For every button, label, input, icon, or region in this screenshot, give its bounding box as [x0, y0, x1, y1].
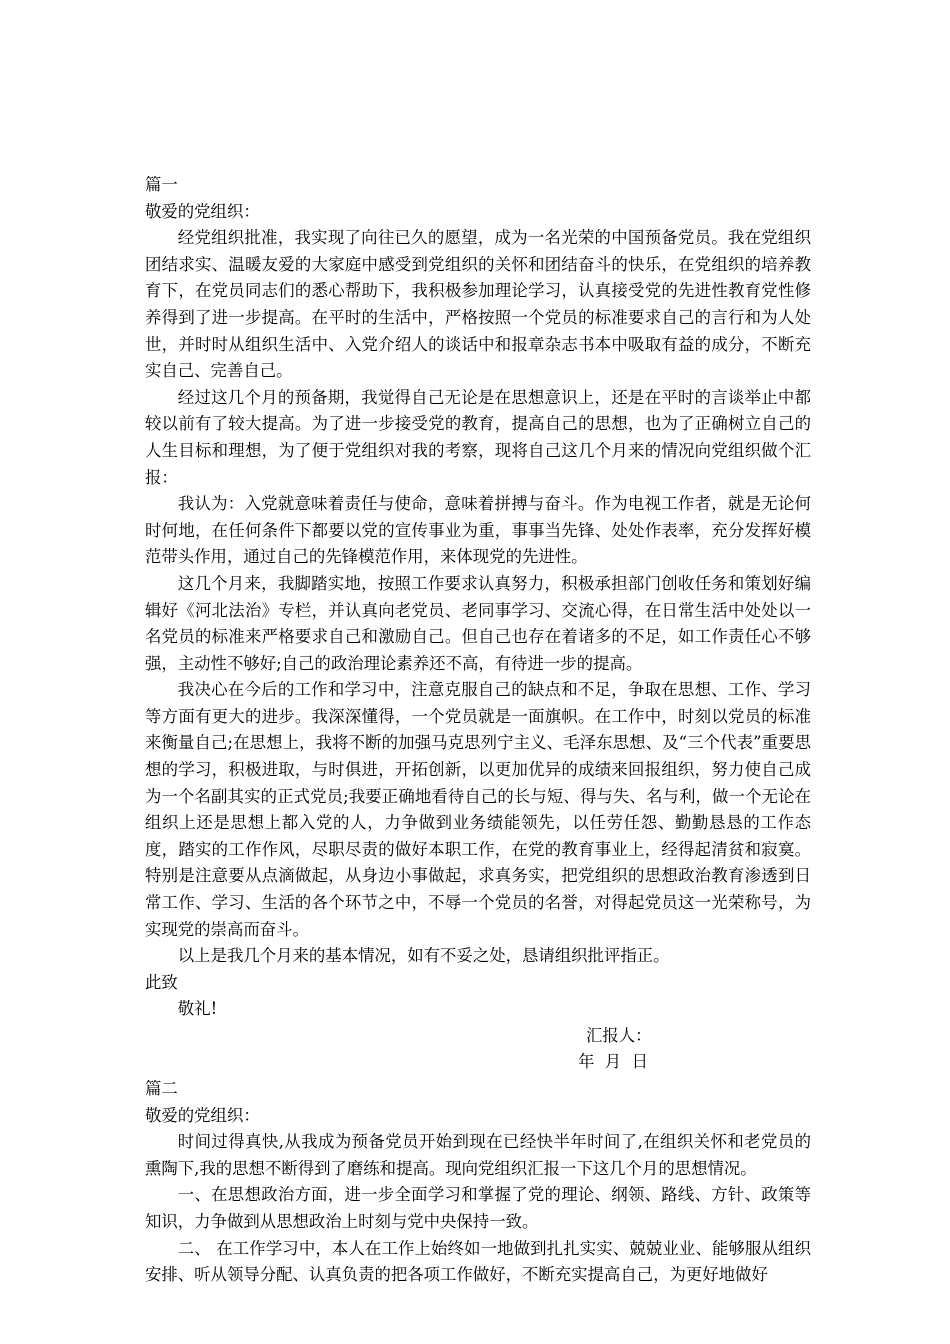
section-1-paragraph-3: 我认为：入党就意味着责任与使命，意味着拼搏与奋斗。作为电视工作者，就是无论何时何地，在任何条件下都要以党的宣传事业为重，事事当先锋、处处作表率，充分发挥好模范带头作用，通过自己的先锋模范作用，来体现党的先进性。 [145, 494, 811, 567]
section-2-title: 篇二 [145, 1079, 178, 1098]
reporter-label: 汇报人： [586, 1026, 652, 1045]
section-2-paragraph-1: 时间过得真快,从我成为预备党员开始到现在已经快半年时间了,在组织关怀和老党员的熏陶下,我的思想不断得到了磨练和提高。现向党组织汇报一下这几个月的思想情况。 [145, 1132, 811, 1178]
section-2-paragraph-2: 一、在思想政治方面，进一步全面学习和掌握了党的理论、纲领、路线、方针、政策等知识，力争做到从思想政治上时刻与党中央保持一致。 [145, 1185, 811, 1231]
section-1-paragraph-1: 经党组织批准，我实现了向往已久的愿望，成为一名光荣的中国预备党员。我在党组织团结求实、温暖友爱的大家庭中感受到党组织的关怀和团结奋斗的快乐，在党组织的培养教育下，在党员同志们的悉心帮助下，我积极参加理论学习，认真接受党的先进性教育党性修养得到了进一步提高。在平时的生活中，严格按照一个党员的标准要求自己的言行和为人处世，并时时从组织生活中、入党介绍人的谈话中和报章杂志书本中吸取有益的成分，不断充实自己、完善自己。 [145, 228, 811, 381]
section-1-paragraph-5: 我决心在今后的工作和学习中，注意克服自己的缺点和不足，争取在思想、工作、学习等方面有更大的进步。我深深懂得，一个党员就是一面旗帜。在工作中，时刻以党员的标准来衡量自己;在思想上，我将不断的加强马克思列宁主义、毛泽东思想、及“三个代表”重要思想的学习，积极进取，与时俱进，开拓创新，以更加优异的成绩来回报组织，努力使自己成为一个名副其实的正式党员;我要正确地看待自己的长与短、得与失、名与利，做一个无论在组织上还是思想上都入党的人，力争做到业务绩能领先，以任劳任怨、勤勤恳恳的工作态度，踏实的工作作风，尽职尽责的做好本职工作，在党的教育事业上，经得起清贫和寂寞。特别是注意要从点滴做起，从身边小事做起，求真务实，把党组织的思想政治教育渗透到日常工作、学习、生活的各个环节之中，不辱一个党员的名誉，对得起党员这一光荣称号，为实现党的崇高而奋斗。 [145, 680, 811, 939]
closing-jingli: 敬礼! [177, 999, 218, 1019]
document-page [145, 172, 811, 1289]
section-1-paragraph-6: 以上是我几个月来的基本情况，如有不妥之处，恳请组织批评指正。 [177, 946, 670, 966]
date-label: 年 月 日 [578, 1052, 649, 1071]
closing-cizhi: 此致 [145, 972, 178, 992]
section-2-salutation: 敬爱的党组织： [145, 1105, 260, 1125]
section-1-title: 篇一 [145, 175, 178, 194]
section-1-paragraph-2: 经过这几个月的预备期，我觉得自己无论是在思想意识上，还是在平时的言谈举止中都较以前有了较大提高。为了进一步接受党的教育，提高自己的思想，也为了正确树立自己的人生目标和理想，为了便于党组织对我的考察，现将自己这几个月来的情况向党组织做个汇报： [145, 387, 811, 487]
section-1-paragraph-4: 这几个月来，我脚踏实地，按照工作要求认真努力，积极承担部门创收任务和策划好编辑好《河北法治》专栏，并认真向老党员、老同事学习、交流心得，在日常生活中处处以一名党员的标准来严格要求自己和激励自己。但自己也存在着诸多的不足，如工作责任心不够强，主动性不够好;自己的政治理论素养还不高，有待进一步的提高。 [145, 573, 811, 673]
section-2-paragraph-3: 二、 在工作学习中，本人在工作上始终如一地做到扎扎实实、兢兢业业、能够服从组织安排、听从领导分配、认真负责的把各项工作做好，不断充实提高自己，为更好地做好 [145, 1238, 811, 1285]
section-1-salutation: 敬爱的党组织： [145, 201, 260, 221]
